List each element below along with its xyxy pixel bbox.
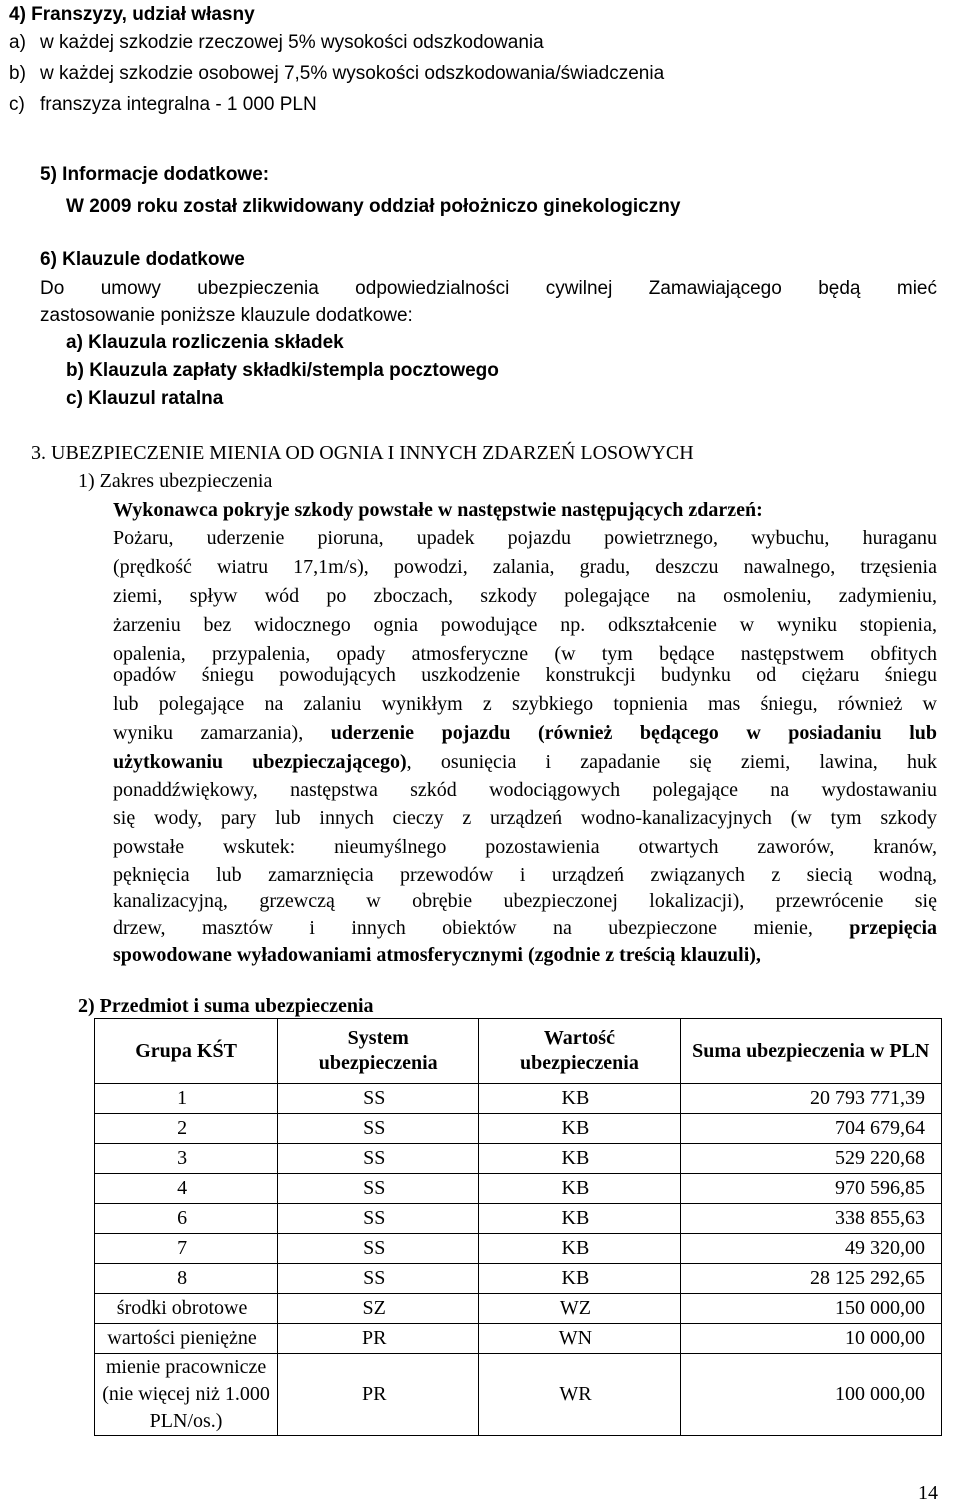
table-row xyxy=(95,1204,942,1234)
table-cell: 100 000,00 xyxy=(680,1354,941,1436)
insurance-sum-table xyxy=(94,1018,942,1436)
table-cell: PR xyxy=(278,1354,479,1436)
scope-line-9-bold: użytkowaniu ubezpieczającego) xyxy=(113,751,407,773)
scope-line-5: opalenia, przypalenia, opady atmosferyczne (w tym będące następstwem obfitych xyxy=(113,643,937,665)
table-cell: SS xyxy=(278,1084,479,1114)
table-row xyxy=(95,1294,942,1324)
table-cell: KB xyxy=(479,1144,680,1174)
scope-line-8-normal: wyniku zamarzania), xyxy=(113,722,304,744)
table-cell: 4 xyxy=(95,1174,278,1204)
section-6-intro-line-1: Do umowy ubezpieczenia odpowiedzialności cywilnej Zamawiającego będą mieć xyxy=(40,278,937,299)
list-text: w każdej szkodzie rzeczowej 5% wysokości odszkodowania xyxy=(40,32,544,53)
scope-line-15-bold: przepięcia xyxy=(849,917,938,939)
franchise-item-b xyxy=(9,60,664,88)
table-row xyxy=(95,1114,942,1144)
scope-line-16: spowodowane wyładowaniami atmosferycznymi (zgodnie z treścią klauzuli), xyxy=(113,944,761,966)
table-cell: KB xyxy=(479,1234,680,1264)
table-cell: KB xyxy=(479,1084,680,1114)
table-cell: 3 xyxy=(95,1144,278,1174)
scope-line-2: (prędkość wiatru 17,1m/s), powodzi, zalania, gradu, deszczu nawalnego, trzęsienia xyxy=(113,556,937,578)
table-cell: WR xyxy=(479,1354,680,1436)
section-6-heading: 6) Klauzule dodatkowe xyxy=(40,249,245,270)
table-cell: SS xyxy=(278,1204,479,1234)
table-cell: 8 xyxy=(95,1264,278,1294)
table-header-row xyxy=(95,1019,942,1084)
franchise-item-a xyxy=(9,29,544,57)
list-text: franszyza integralna - 1 000 PLN xyxy=(40,94,317,115)
clause-a: a) Klauzula rozliczenia składek xyxy=(66,332,344,353)
scope-line-1: Pożaru, uderzenie pioruna, upadek pojazdu powietrznego, wybuchu, huraganu xyxy=(113,527,937,549)
column-header: Suma ubezpieczenia w PLN xyxy=(680,1019,941,1084)
section-4-heading: 4) Franszyzy, udział własny xyxy=(9,4,255,25)
scope-line-10: ponaddźwiękowy, następstwa szkód wodociągowych polegające na wydostawaniu xyxy=(113,779,937,801)
table-cell: SS xyxy=(278,1264,479,1294)
table-cell: KB xyxy=(479,1114,680,1144)
table-cell: 1 xyxy=(95,1084,278,1114)
table-cell: SS xyxy=(278,1234,479,1264)
list-marker: c) xyxy=(9,94,25,115)
scope-lead: Wykonawca pokryje szkody powstałe w następstwie następujących zdarzeń: xyxy=(113,499,763,521)
table-row xyxy=(95,1174,942,1204)
table-cell: środki obrotowe xyxy=(95,1294,278,1324)
table-row xyxy=(95,1234,942,1264)
column-header: Grupa KŚT xyxy=(95,1019,278,1084)
scope-line-15-normal: drzew, masztów i innych obiektów na ubezpieczone mienie, xyxy=(113,917,813,939)
scope-line-6: opadów śniegu powodujących uszkodzenie konstrukcji budynku od ciężaru śniegu xyxy=(113,664,937,686)
table-cell: 6 xyxy=(95,1204,278,1234)
scope-line-9-normal: , osunięcia i zapadanie się ziemi, lawina, huk xyxy=(406,751,937,773)
table-cell: 49 320,00 xyxy=(680,1234,941,1264)
table-cell: SS xyxy=(278,1174,479,1204)
table-cell: KB xyxy=(479,1264,680,1294)
table-row xyxy=(95,1354,942,1436)
table-row xyxy=(95,1144,942,1174)
scope-line-4: żarzeniu bez widocznego ognia powodujące np. odkształcenie w wyniku stopienia, xyxy=(113,614,937,636)
scope-line-11: się wody, pary lub innych cieczy z urządzeń wodno-kanalizacyjnych (w tym szkody xyxy=(113,807,937,829)
page-number: 14 xyxy=(918,1482,938,1504)
table-cell: KB xyxy=(479,1174,680,1204)
table-cell: WN xyxy=(479,1324,680,1354)
table-cell: SS xyxy=(278,1144,479,1174)
scope-line-12: powstałe wskutek: nieumyślnego pozostawienia otwartych zaworów, kranów, xyxy=(113,836,937,858)
table-row xyxy=(95,1084,942,1114)
table-cell: 10 000,00 xyxy=(680,1324,941,1354)
table-cell: SZ xyxy=(278,1294,479,1324)
scope-line-8-bold: uderzenie pojazdu (również będącego w posiadaniu lub xyxy=(330,722,937,744)
table-row xyxy=(95,1264,942,1294)
section-5-text: W 2009 roku został zlikwidowany oddział położniczo ginekologiczny xyxy=(66,196,681,217)
table-cell: 970 596,85 xyxy=(680,1174,941,1204)
table-row xyxy=(95,1324,942,1354)
scope-heading: 1) Zakres ubezpieczenia xyxy=(78,470,273,492)
scope-line-15 xyxy=(113,914,937,942)
table-cell: KB xyxy=(479,1204,680,1234)
scope-line-8 xyxy=(113,719,937,747)
table-cell: WZ xyxy=(479,1294,680,1324)
table-cell: 150 000,00 xyxy=(680,1294,941,1324)
table-cell: mienie pracownicze (nie więcej niż 1.000 PLN/os.) xyxy=(95,1354,278,1436)
column-header: Wartość ubezpieczenia xyxy=(479,1019,680,1084)
table-cell: wartości pieniężne xyxy=(95,1324,278,1354)
list-text: w każdej szkodzie osobowej 7,5% wysokości odszkodowania/świadczenia xyxy=(40,63,665,84)
scope-line-14: kanalizacyjną, grzewczą w obrębie ubezpieczonej lokalizacji), przewrócenie się xyxy=(113,890,937,912)
scope-line-9 xyxy=(113,748,937,776)
table-cell: 338 855,63 xyxy=(680,1204,941,1234)
column-header: System ubezpieczenia xyxy=(278,1019,479,1084)
list-marker: a) xyxy=(9,32,26,53)
scope-line-13: pęknięcia lub zamarznięcia przewodów i urządzeń związanych z siecią wodną, xyxy=(113,864,937,886)
subject-heading: 2) Przedmiot i suma ubezpieczenia xyxy=(78,995,374,1017)
franchise-item-c xyxy=(9,91,317,119)
table-cell: 7 xyxy=(95,1234,278,1264)
table-cell: 704 679,64 xyxy=(680,1114,941,1144)
table-cell: PR xyxy=(278,1324,479,1354)
table-cell: 20 793 771,39 xyxy=(680,1084,941,1114)
table-cell: 2 xyxy=(95,1114,278,1144)
clause-b: b) Klauzula zapłaty składki/stempla pocztowego xyxy=(66,360,499,381)
table-cell: 28 125 292,65 xyxy=(680,1264,941,1294)
table-cell: 529 220,68 xyxy=(680,1144,941,1174)
section-5-heading: 5) Informacje dodatkowe: xyxy=(40,164,270,185)
clause-c: c) Klauzul ratalna xyxy=(66,388,224,409)
section-6-intro-line-2: zastosowanie poniższe klauzule dodatkowe: xyxy=(40,305,413,326)
list-marker: b) xyxy=(9,63,26,84)
scope-line-7: lub polegające na zalaniu wynikłym z szybkiego topnienia mas śniegu, również w xyxy=(113,693,937,715)
table-cell: SS xyxy=(278,1114,479,1144)
section-3-heading: 3. UBEZPIECZENIE MIENIA OD OGNIA I INNYCH ZDARZEŃ LOSOWYCH xyxy=(31,442,694,464)
scope-line-3: ziemi, spływ wód po zboczach, szkody polegające na osmoleniu, zadymieniu, xyxy=(113,585,937,607)
